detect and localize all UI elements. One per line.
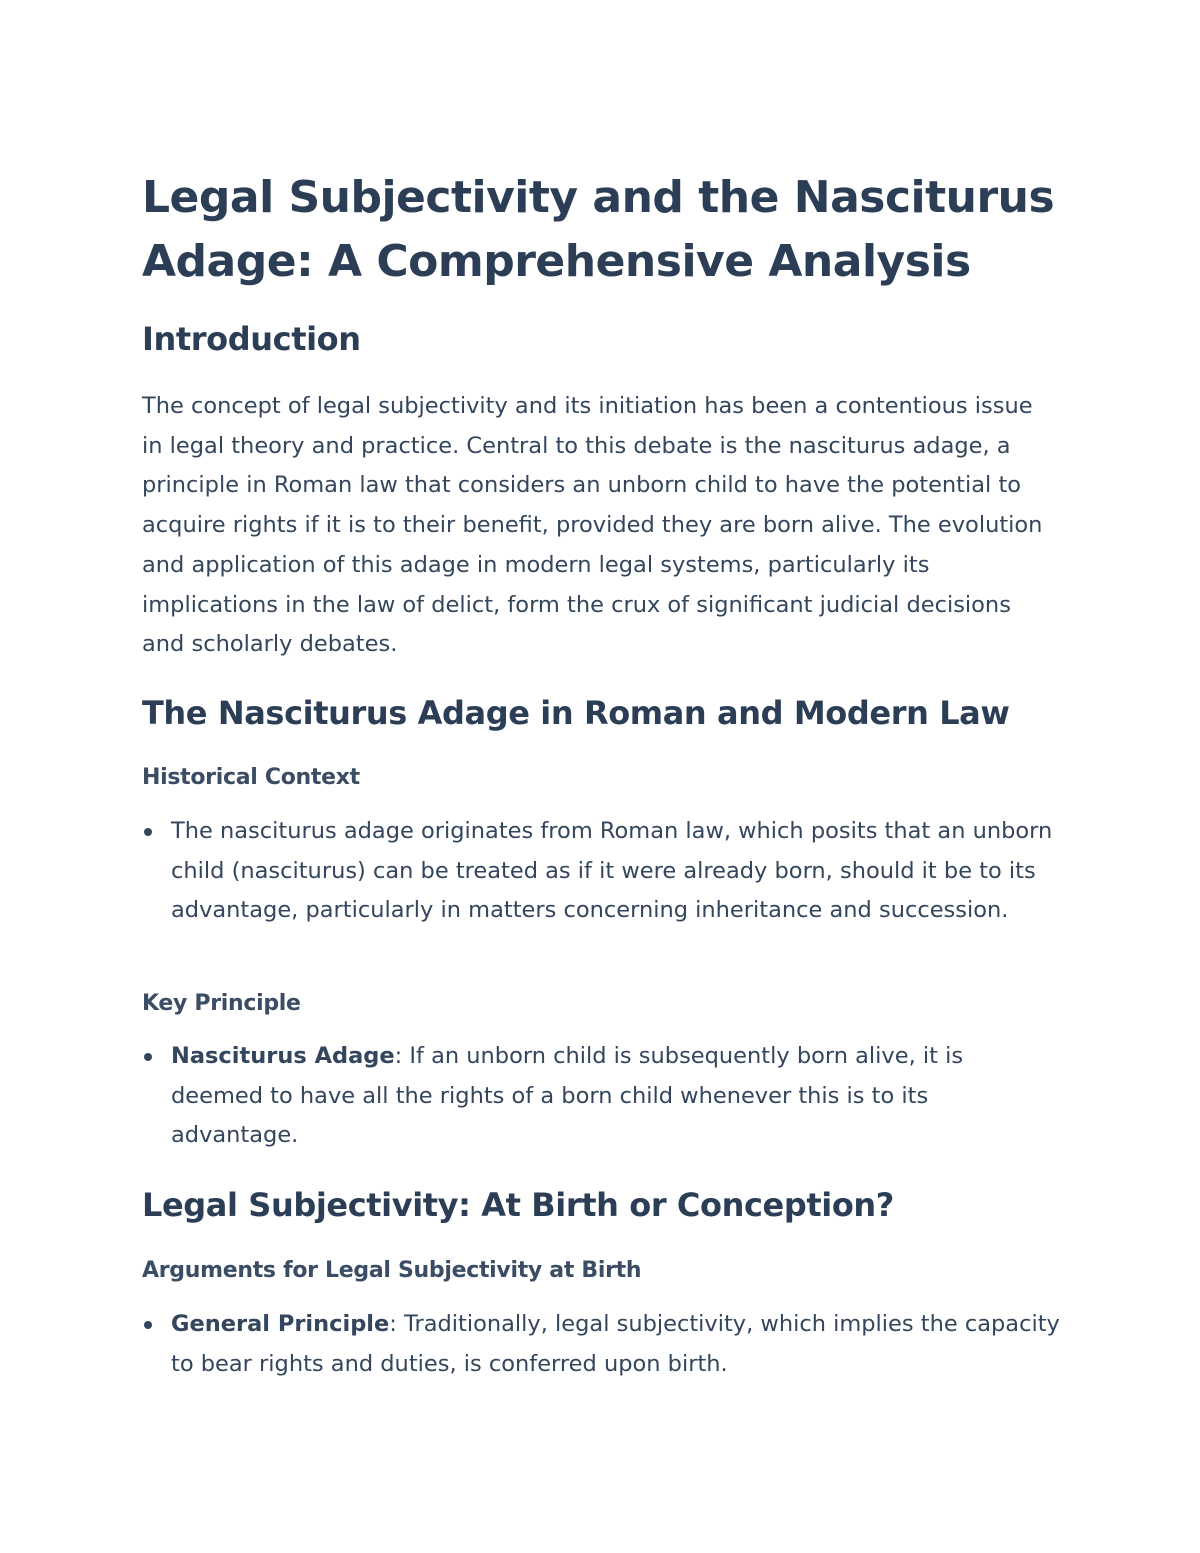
introduction-heading: Introduction xyxy=(142,320,361,358)
list-item xyxy=(142,1037,1062,1156)
key-principle-subheading: Key Principle xyxy=(142,991,301,1016)
birth-arguments-list xyxy=(142,1305,1062,1384)
birth-arguments-subheading: Arguments for Legal Subjectivity at Birth xyxy=(142,1258,642,1283)
historical-context-list xyxy=(142,812,1062,931)
document-title: Legal Subjectivity and the Nasciturus Adage: A Comprehensive Analysis xyxy=(142,172,1055,287)
historical-context-subheading: Historical Context xyxy=(142,765,360,790)
nasciturus-adage-heading: The Nasciturus Adage in Roman and Modern Law xyxy=(142,694,1010,732)
introduction-paragraph: The concept of legal subjectivity and its initiation has been a contentious issue in legal theory and practice. Central to this debate is the nasciturus adage, a principle in Roman law that considers an unborn child to have the potential to acquire rights if it is to their benefit, provided they are born alive. The evolution and application of this adage in modern legal systems, particularly its implications in the law of delict, form the crux of significant judicial decisions and scholarly debates. xyxy=(142,393,1043,658)
bullet-icon xyxy=(144,828,152,836)
key-principle-bullet-text: : If an unborn child is subsequently born alive, it is deemed to have all the rights of a born child whenever this is to its advantage. xyxy=(171,1043,964,1149)
legal-subjectivity-heading: Legal Subjectivity: At Birth or Conception? xyxy=(142,1186,894,1224)
key-principle-list xyxy=(142,1037,1062,1156)
historical-context-bullet-text: The nasciturus adage originates from Roman law, which posits that an unborn child (nasciturus) can be treated as if it were already born, should it be to its advantage, particularly in matters concerning inheritance and succession. xyxy=(171,818,1053,924)
key-principle-bullet-term: Nasciturus Adage xyxy=(171,1043,395,1069)
general-principle-bullet-text: : Traditionally, legal subjectivity, which implies the capacity to bear rights and duties, is conferred upon birth. xyxy=(171,1311,1060,1377)
general-principle-bullet-term: General Principle xyxy=(171,1311,390,1337)
list-item xyxy=(142,812,1062,931)
bullet-icon xyxy=(144,1053,152,1061)
bullet-icon xyxy=(144,1321,152,1329)
list-item xyxy=(142,1305,1062,1384)
